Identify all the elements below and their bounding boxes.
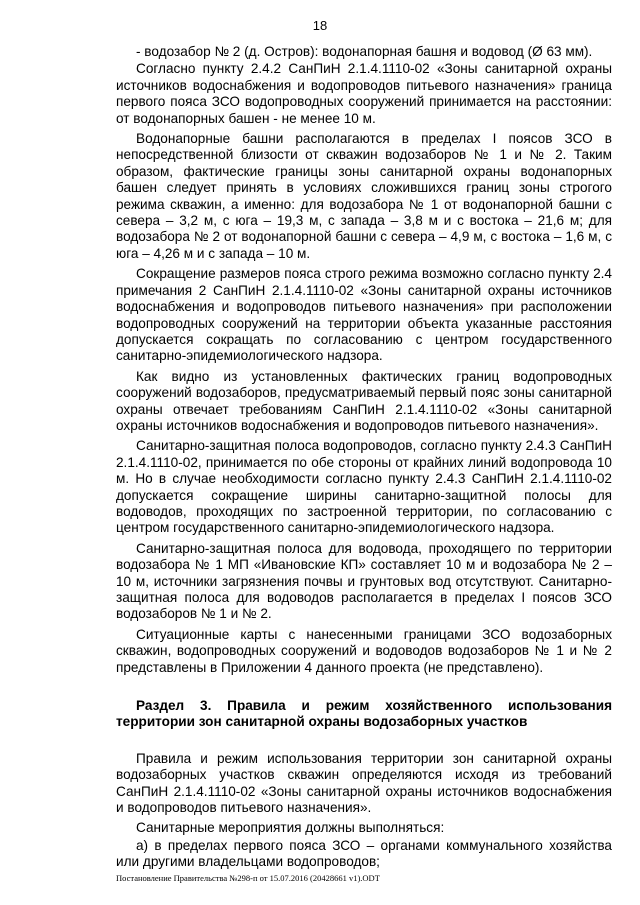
paragraph: Сокращение размеров пояса строго режима возможно согласно пункту 2.4 примечания 2 СанПиН 2.1.4.1110-02 «Зоны санитарной охраны источников водоснабжения и водопроводов питьевого назначения» при расположении водопроводных сооружений на территории объекта указанные расстояния допускается сокращать по согласованию с центром государственного санитарно-эпидемиологического надзора. <box>116 266 612 364</box>
section-heading: Раздел 3. Правила и режим хозяйственного использования территории зон санитарной охраны водозаборных участков <box>116 698 612 730</box>
paragraph: - водозабор № 2 (д. Остров): водонапорная башня и водовод (Ø 63 мм). <box>136 44 593 59</box>
document-body <box>116 44 612 875</box>
paragraph: Как видно из установленных фактических границ водопроводных сооружений водозаборов, предусматриваемый первый пояс зоны санитарной охраны отвечает требованиям СанПиН 2.1.4.1110-02 «Зоны санитарной охраны источников водоснабжения и водопроводов питьевого назначения». <box>116 368 612 433</box>
page-footer: Постановление Правительства №298-п от 15.07.2016 (20428661 v1).ODT <box>116 873 380 883</box>
paragraph: Водонапорные башни располагаются в пределах I поясов ЗСО в непосредственной близости от скважин водозаборов № 1 и № 2. Таким образом, фактические границы зоны санитарной охраны водонапорных башен следует принять в условиях сложившихся границ зоны строгого режима скважин, а именно: для водозабора № 1 от водонапорной башни с севера – 3,2 м, с юга – 19,3 м, с запада – 3,8 м и с востока – 21,6 м; для водозабора № 2 от водонапорной башни с севера – 4,9 м, с востока – 1,6 м, с юга – 4,26 м и с запада – 10 м. <box>116 131 612 261</box>
paragraph: Согласно пункту 2.4.2 СанПиН 2.1.4.1110-02 «Зоны санитарной охраны источников водоснабжения и водопроводов питьевого назначения» граница первого пояса ЗСО водопроводных сооружений принимается на расстоянии: от водонапорных башен - не менее 10 м. <box>116 61 612 126</box>
paragraph: Санитарно-защитная полоса водопроводов, согласно пункту 2.4.3 СанПиН 2.1.4.1110-02, принимается по обе стороны от крайних линий водопровода 10 м. Но в случае необходимости согласно пункту 2.4.3 СанПиН 2.1.4.1110-02 допускается сокращение ширины санитарно-защитной полосы для водоводов, проходящих по застроенной территории, по согласованию с центром государственного санитарно-эпидемиологического надзора. <box>116 438 612 536</box>
paragraph: а) в пределах первого пояса ЗСО – органами коммунального хозяйства или другими владельцами водопроводов; <box>116 837 612 870</box>
paragraph: Санитарно-защитная полоса для водовода, проходящего по территории водозабора № 1 МП «Ивановские КП» составляет 10 м и водозабора № 2 – 10 м, источники загрязнения почвы и грунтовых вод отсутствуют. Санитарно-защитная полоса для водоводов располагается в пределах I поясов ЗСО водозаборов № 1 и № 2. <box>116 540 612 622</box>
page-number: 18 <box>312 18 328 33</box>
paragraph: Правила и режим использования территории зон санитарной охраны водозаборных участков скважин определяются исходя из требований СанПиН 2.1.4.1110-02 «Зоны санитарной охраны источников водоснабжения и водопроводов питьевого назначения». <box>116 750 612 816</box>
paragraph: Ситуационные карты с нанесенными границами ЗСО водозаборных скважин, водопроводных сооружений и водоводов водозаборов № 1 и № 2 представлены в Приложении 4 данного проекта (не представлено). <box>116 626 612 675</box>
paragraph: Санитарные мероприятия должны выполняться: <box>136 820 445 836</box>
